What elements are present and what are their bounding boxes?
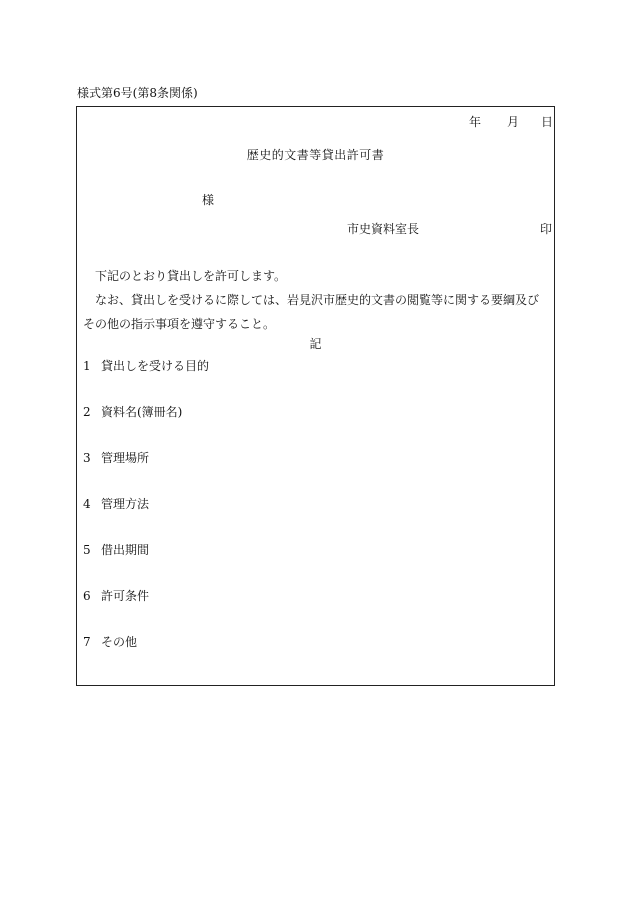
item-label: その他	[101, 635, 138, 649]
issuer-name: 市史資料室長	[347, 222, 420, 236]
date-day-label: 日	[541, 115, 554, 129]
item-number: 7	[83, 635, 91, 649]
item-storage-location	[83, 451, 149, 465]
item-number: 4	[83, 497, 91, 511]
item-label: 管理場所	[101, 451, 150, 465]
document-title: 歴史的文書等貸出許可書	[246, 148, 385, 162]
item-label: 貸出しを受ける目的	[101, 359, 210, 373]
date-month-label: 月	[507, 115, 520, 129]
item-label: 資料名(簿冊名)	[101, 405, 183, 419]
body-line-1: 下記のとおり貸出しを許可します。	[95, 269, 287, 283]
body-line-2: なお、貸出しを受けるに際しては、岩見沢市歴史的文書の閲覧等に関する要綱及びその他の指示事項を遵守すること。	[83, 293, 540, 331]
item-permit-conditions	[83, 589, 149, 603]
item-material-name	[83, 405, 182, 419]
item-number: 1	[83, 359, 91, 373]
body-text	[83, 264, 549, 336]
item-number: 5	[83, 543, 91, 557]
item-number: 3	[83, 451, 91, 465]
item-number: 6	[83, 589, 91, 603]
item-number: 2	[83, 405, 91, 419]
date-year-label: 年	[469, 115, 482, 129]
addressee-suffix: 様	[202, 193, 215, 207]
item-purpose	[83, 359, 209, 373]
item-loan-period	[83, 543, 149, 557]
item-other	[83, 635, 137, 649]
item-label: 借出期間	[101, 543, 150, 557]
item-management-method	[83, 497, 149, 511]
form-number: 様式第6号(第8条関係)	[77, 86, 198, 100]
item-label: 管理方法	[101, 497, 150, 511]
permit-form-frame	[76, 106, 555, 686]
item-label: 許可条件	[101, 589, 150, 603]
seal-mark: 印	[540, 222, 553, 236]
ki-heading: 記	[309, 337, 322, 351]
